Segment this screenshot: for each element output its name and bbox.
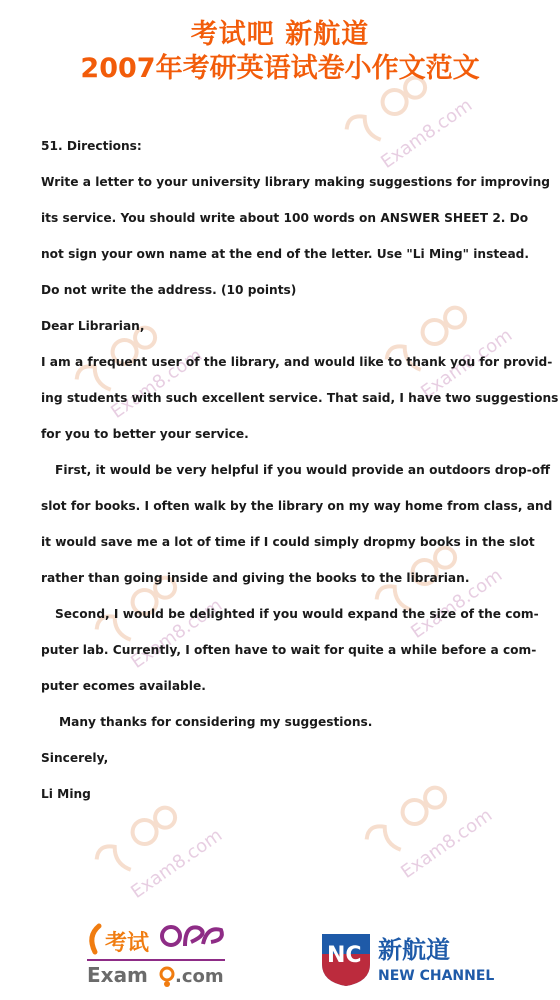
- svg-text:Exam8.com: Exam8.com: [397, 804, 497, 883]
- text-line: Sincerely,: [41, 751, 109, 765]
- exam8-latin: Exam: [87, 963, 148, 987]
- svg-text:Exam8.com: Exam8.com: [107, 344, 207, 423]
- text-line: slot for books. I often walk by the library on my way home from class, and: [41, 499, 553, 513]
- text-line: puter ecomes available.: [41, 679, 206, 693]
- svg-text:Exam8.com: Exam8.com: [407, 564, 507, 643]
- svg-text:Exam8.com: Exam8.com: [377, 94, 477, 173]
- text-line: rather than going inside and giving the books to the librarian.: [41, 571, 470, 585]
- text-line: I am a frequent user of the library, and would like to thank you for provid-: [41, 355, 553, 369]
- header-title-subject: 2007年考研英语试卷小作文范文: [80, 53, 480, 84]
- nc-chinese: 新航道: [378, 936, 450, 964]
- essay-body: [41, 128, 559, 812]
- text-line: Many thanks for considering my suggestions.: [59, 715, 373, 729]
- text-line: its service. You should write about 100 words on ANSWER SHEET 2. Do: [41, 211, 529, 225]
- text-line: First, it would be very helpful if you would provide an outdoors drop-off: [55, 463, 551, 477]
- text-line: for you to better your service.: [41, 427, 249, 441]
- nc-badge-text: NC: [327, 943, 362, 968]
- exam8-logo: [85, 918, 245, 992]
- exam8-suffix: .com: [175, 966, 224, 987]
- text-line: Li Ming: [41, 787, 91, 801]
- new-channel-logo: [320, 928, 495, 992]
- svg-text:Exam8.com: Exam8.com: [127, 824, 227, 903]
- text-line: Second, I would be delighted if you would expand the size of the com-: [55, 607, 539, 621]
- text-line: Write a letter to your university library making suggestions for improving: [41, 175, 550, 189]
- text-line: puter lab. Currently, I often have to wait for quite a while before a com-: [41, 643, 537, 657]
- svg-text:Exam8.com: Exam8.com: [127, 594, 227, 673]
- nc-english: NEW CHANNEL: [378, 968, 495, 984]
- header-title-brands: 考试吧 新航道: [190, 19, 370, 50]
- text-line: not sign your own name at the end of the letter. Use "Li Ming" instead.: [41, 247, 530, 261]
- text-line: Do not write the address. (10 points): [41, 283, 297, 297]
- svg-text:Exam8.com: Exam8.com: [417, 324, 517, 403]
- text-line: Dear Librarian,: [41, 319, 145, 333]
- text-line: it would save me a lot of time if I could simply dropmy books in the slot: [41, 535, 535, 549]
- page-header: [0, 18, 560, 86]
- exam8-chinese: 考试: [105, 931, 150, 956]
- text-line: 51. Directions:: [41, 139, 142, 153]
- text-line: ing students with such excellent service. That said, I have two suggestions: [41, 391, 559, 405]
